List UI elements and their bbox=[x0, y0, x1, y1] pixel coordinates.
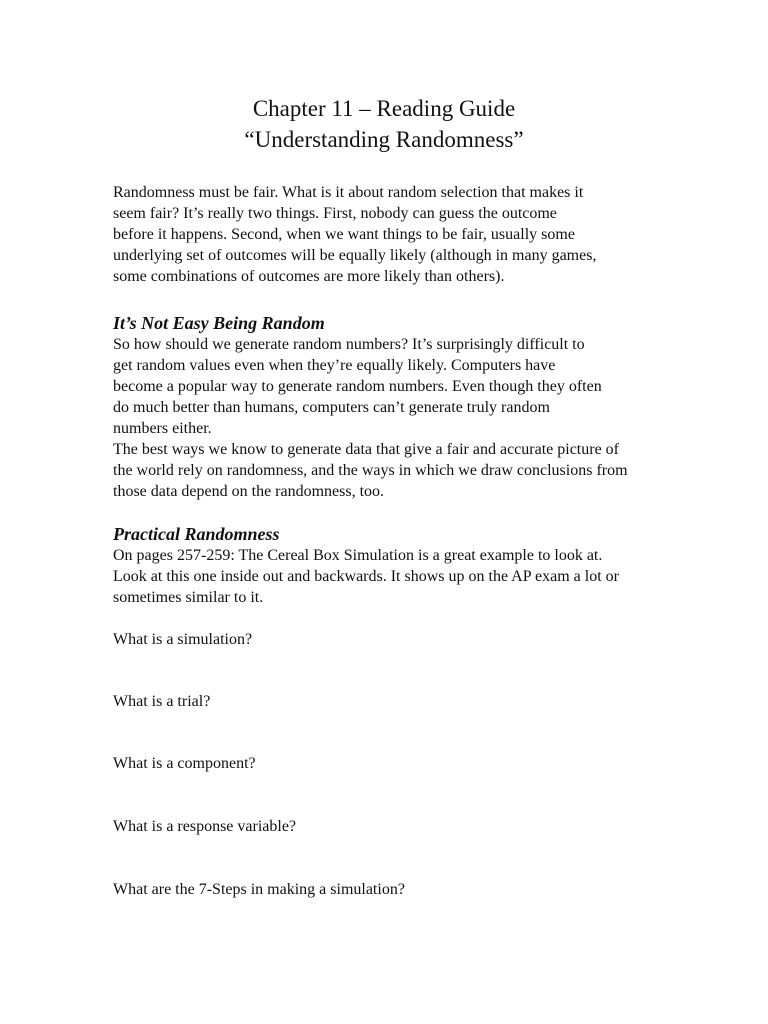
intro-line: before it happens. Second, when we want things to be fair, usually some bbox=[113, 226, 575, 243]
section1-line: So how should we generate random numbers? It’s surprisingly difficult to bbox=[113, 336, 585, 353]
section2-line: sometimes similar to it. bbox=[113, 589, 264, 606]
section1-line: The best ways we know to generate data that give a fair and accurate picture of bbox=[113, 441, 619, 458]
intro-line: underlying set of outcomes will be equally likely (although in many games, bbox=[113, 247, 597, 264]
chapter-title: Chapter 11 – Reading Guide bbox=[252, 96, 516, 121]
question-simulation: What is a simulation? bbox=[113, 631, 253, 648]
question-trial: What is a trial? bbox=[113, 693, 211, 710]
section2-line: Look at this one inside out and backwards. It shows up on the AP exam a lot or bbox=[113, 568, 619, 585]
section1-line: numbers either. bbox=[113, 420, 212, 437]
question-response-variable: What is a response variable? bbox=[113, 818, 297, 835]
section1-line: the world rely on randomness, and the ways in which we draw conclusions from bbox=[113, 462, 628, 479]
intro-line: some combinations of outcomes are more likely than others). bbox=[113, 268, 505, 285]
chapter-subtitle: “Understanding Randomness” bbox=[244, 127, 524, 152]
section1-line: become a popular way to generate random numbers. Even though they often bbox=[113, 378, 602, 395]
section-heading-not-easy: It’s Not Easy Being Random bbox=[113, 313, 325, 333]
question-component: What is a component? bbox=[113, 755, 256, 772]
section1-line: do much better than humans, computers can’t generate truly random bbox=[113, 399, 550, 416]
section1-line: those data depend on the randomness, too. bbox=[113, 483, 385, 500]
section-heading-practical: Practical Randomness bbox=[113, 524, 280, 544]
section1-line: get random values even when they’re equally likely. Computers have bbox=[113, 357, 556, 374]
question-7-steps: What are the 7-Steps in making a simulation? bbox=[113, 881, 405, 898]
intro-line: Randomness must be fair. What is it about random selection that makes it bbox=[113, 184, 584, 201]
intro-line: seem fair? It’s really two things. First, nobody can guess the outcome bbox=[113, 205, 557, 222]
section2-line: On pages 257-259: The Cereal Box Simulation is a great example to look at. bbox=[113, 547, 603, 564]
